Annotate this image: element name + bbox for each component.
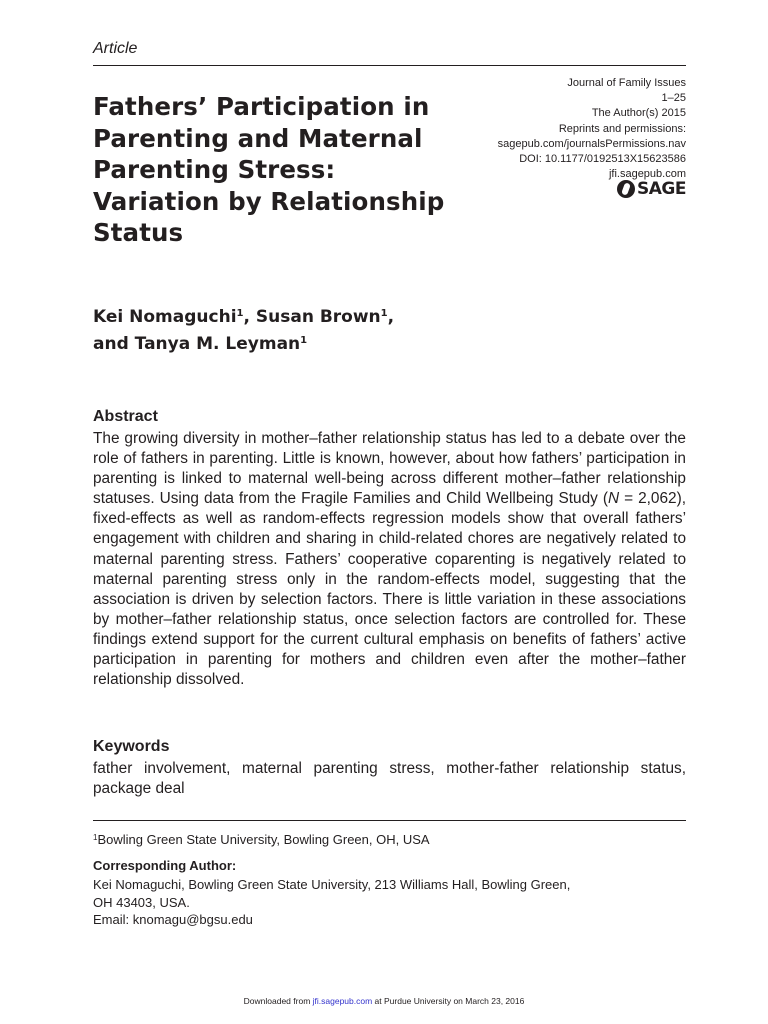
- doi: DOI: 10.1177/0192513X15623586: [519, 153, 686, 166]
- sage-logo: [617, 178, 686, 200]
- abstract-heading: Abstract: [93, 408, 158, 425]
- abstract-text-part: The growing diversity in mother–father relationship status has led to a debate over the role of fathers in parenting. Little is known, however, about how fathers’ participation in parenting is linked to maternal well-being across different mother–father relationship statuses. Using data from the Fragile Families and Child Wellbeing Study (: [93, 430, 686, 508]
- affiliation-marker: 1: [236, 308, 244, 319]
- permissions-url: sagepub.com/journalsPermissions.nav: [497, 137, 686, 150]
- top-divider: [93, 65, 686, 66]
- keywords-text: father involvement, maternal parenting stress, mother-father relationship status, package deal: [93, 760, 686, 798]
- abstract-text-part: = 2,062), fixed-effects as well as random-effects regression models show that overall fathers’ engagement with children and sharing in child-related chores are negatively related to maternal parenting stress. Fathers’ cooperative coparenting is negatively related to maternal parenting stress only in the random-effects model, suggesting that the association is driven by selection factors. There is little variation in these associations by mother–father relationship status, once selection factors are controlled for. These findings extend support for the current cultural emphasis on benefits of fathers’ active participation in parenting for mothers and children even after the mother–father relationship dissolved.: [93, 490, 686, 689]
- download-suffix: at Purdue University on March 23, 2016: [372, 996, 525, 1006]
- corresponding-author-heading: Corresponding Author:: [93, 858, 237, 873]
- corresponding-author-details: [93, 876, 653, 929]
- author-name: , Susan Brown: [243, 307, 381, 327]
- affiliation-text: Bowling Green State University, Bowling Green, OH, USA: [97, 832, 430, 847]
- journal-name: Journal of Family Issues: [567, 77, 686, 89]
- page-range: 1–25: [661, 92, 686, 105]
- sample-size-symbol: N: [607, 490, 620, 508]
- author-line-2: [93, 329, 513, 356]
- sage-mark-icon: [617, 180, 635, 198]
- affiliation-marker: 1: [380, 308, 388, 319]
- journal-info: [446, 76, 686, 182]
- abstract-text: [93, 429, 686, 690]
- footnote-divider: [93, 820, 686, 821]
- author-list: [93, 302, 513, 356]
- author-line-1: [93, 302, 513, 329]
- download-notice: [0, 996, 768, 1006]
- reprints-label: Reprints and permissions:: [558, 122, 686, 135]
- copyright: The Author(s) 2015: [591, 107, 686, 120]
- author-name: and Tanya M. Leyman: [93, 334, 301, 354]
- download-prefix: Downloaded from: [243, 996, 313, 1006]
- corresponding-address-line: Kei Nomaguchi, Bowling Green State University, 213 Williams Hall, Bowling Green,: [93, 877, 571, 892]
- corresponding-address-line: OH 43403, USA.: [93, 894, 190, 910]
- sage-logo-text: SAGE: [637, 179, 686, 199]
- keywords-heading: Keywords: [93, 738, 170, 755]
- author-name: Kei Nomaguchi: [93, 307, 237, 327]
- affiliation-footnote: [93, 832, 430, 847]
- journal-site: jfi.sagepub.com: [608, 168, 686, 181]
- affiliation-marker: 1: [93, 833, 98, 842]
- author-separator: ,: [387, 307, 395, 327]
- affiliation-marker: 1: [300, 335, 308, 346]
- corresponding-email: Email: knomagu@bgsu.edu: [93, 912, 253, 927]
- journal-site-link[interactable]: jfi.sagepub.com: [312, 996, 373, 1006]
- article-title: Fathers’ Participation in Parenting and Maternal Parenting Stress: Variation by Relationship Status: [93, 92, 445, 247]
- article-type-label: Article: [93, 40, 138, 57]
